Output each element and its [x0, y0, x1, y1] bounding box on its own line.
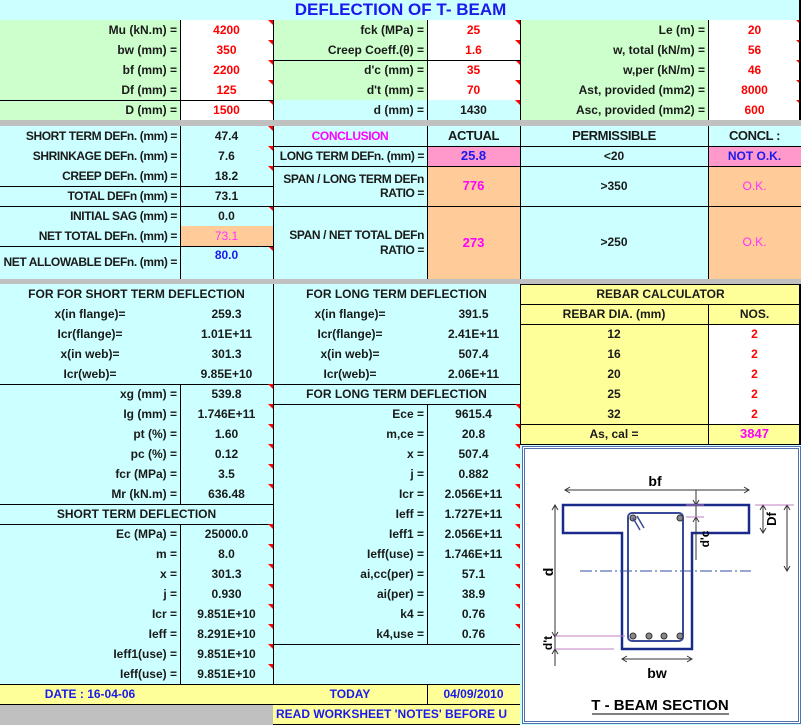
calc-label: x =	[159, 566, 177, 581]
cell-border	[0, 206, 273, 207]
cell-border	[180, 384, 181, 504]
rebar-nos-input[interactable]: 2	[708, 324, 801, 344]
section-title: SHORT TERM DEFLECTION	[56, 506, 217, 521]
input-label: fck (MPa) =	[273, 20, 427, 40]
calc-value: 0.882	[427, 464, 520, 484]
cell-border	[0, 704, 520, 705]
calc-label: Mr (kN.m) =	[111, 486, 177, 501]
t-beam-outline	[563, 505, 749, 649]
t-beam-drawing	[526, 450, 797, 720]
conclusion-label: SPAN / LONG TERM DEFn RATIO =	[283, 171, 424, 200]
calc-value: 0.12	[180, 444, 273, 464]
calc-label: Ieff =	[148, 626, 177, 641]
calc-value: 2.06E+11	[447, 366, 500, 381]
result-value: 18.2	[180, 166, 273, 186]
calc-label: Ieff(use) =	[366, 546, 424, 561]
calc-label: x(in web)=	[320, 346, 380, 361]
rebar-dia: 25	[520, 384, 708, 404]
concl-header: CONCL :	[728, 128, 781, 144]
input-label: w, total (kN/m) =	[520, 40, 708, 60]
stirrup	[628, 513, 683, 641]
cell-border	[273, 206, 801, 207]
cell-border	[520, 324, 801, 325]
calc-value: 1.746E+11	[180, 404, 273, 424]
rebar-bars	[630, 515, 683, 639]
input-value[interactable]: 46	[708, 60, 801, 80]
calc-value: 9.851E+10	[180, 664, 273, 684]
input-label: bw (mm) =	[0, 40, 180, 60]
calc-label: Icr(flange)=	[317, 326, 383, 341]
calc-value: 0.930	[180, 584, 273, 604]
conclusion-label: SPAN / NET TOTAL DEFn RATIO =	[289, 228, 424, 257]
result-label: TOTAL DEFn (mm) =	[67, 188, 177, 203]
cell-border	[708, 20, 709, 120]
calc-value: 9.851E+10	[180, 604, 273, 624]
blank-gray	[0, 704, 273, 725]
calc-label: x(in web)=	[60, 346, 120, 361]
calc-label: m,ce =	[386, 426, 424, 441]
input-value[interactable]: 4200	[180, 20, 273, 40]
cell-border	[0, 684, 520, 685]
cell-border	[273, 146, 801, 147]
rebar-title: REBAR CALCULATOR	[520, 284, 801, 304]
calc-label: m =	[155, 546, 177, 561]
cell-border	[520, 20, 521, 120]
cell-border	[0, 186, 273, 187]
input-label: Asc, provided (mm2) =	[520, 100, 708, 120]
input-label: D (mm) =	[0, 100, 180, 120]
cell-border	[180, 20, 181, 120]
calc-label: Icr(web)=	[63, 366, 117, 381]
calc-value: 539.8	[180, 384, 273, 404]
input-value[interactable]: 1.6	[427, 40, 520, 60]
permissible-value: <20	[603, 148, 625, 163]
cell-border	[273, 166, 801, 167]
input-label: Creep Coeff.(θ) =	[273, 40, 427, 60]
calc-value: 9615.4	[427, 404, 520, 424]
calc-label: j =	[163, 586, 177, 601]
calc-value: 25000.0	[180, 524, 273, 544]
label-bf: bf	[648, 473, 662, 489]
permissible-value: >250	[600, 235, 628, 250]
rebar-dia: 12	[520, 324, 708, 344]
calc-value: 57.1	[427, 564, 520, 584]
calc-value: 0.76	[427, 624, 520, 644]
rebar-dia-header: REBAR DIA. (mm)	[520, 304, 708, 324]
cell-border	[273, 20, 274, 120]
cell-border	[0, 100, 273, 101]
calc-label: x =	[406, 446, 424, 461]
cell-border	[427, 20, 428, 120]
calc-label: Ece =	[392, 406, 424, 421]
calc-label: Ec (MPa) =	[115, 526, 177, 541]
calc-value: 391.5	[458, 306, 489, 321]
cell-border	[427, 404, 428, 644]
permissible-header: PERMISSIBLE	[572, 128, 656, 144]
calc-value: 3.5	[180, 464, 273, 484]
input-value[interactable]: 56	[708, 40, 801, 60]
input-value[interactable]: 2200	[180, 60, 273, 80]
blank-cell	[180, 684, 273, 704]
label-d: d	[540, 567, 556, 577]
calc-value: 636.48	[180, 484, 273, 504]
cell-border	[520, 444, 801, 445]
actual-header: ACTUAL	[447, 128, 500, 144]
concl-status: O.K.	[708, 166, 801, 206]
permissible-value: >350	[600, 178, 628, 193]
input-label: d't (mm) =	[273, 80, 427, 100]
cell-border	[520, 126, 521, 279]
result-value: 80.0	[180, 246, 273, 279]
rebar-dia: 16	[520, 344, 708, 364]
input-value[interactable]: 70	[427, 80, 520, 100]
date-label: DATE : 16-04-06	[0, 684, 180, 704]
input-label: d'c (mm) =	[273, 60, 427, 80]
conclusion-title: CONCLUSION	[311, 128, 389, 143]
calc-label: Ieff1(use) =	[113, 646, 177, 661]
result-label: SHRINKAGE DEFn. (mm) =	[32, 148, 177, 163]
cell-border	[708, 304, 709, 444]
calc-label: pt (%) =	[133, 426, 177, 441]
input-label: Mu (kN.m) =	[0, 20, 180, 40]
actual-value: 776	[427, 166, 520, 206]
calc-label: Ig (mm) =	[123, 406, 177, 421]
calc-label: x(in flange)=	[54, 306, 126, 321]
as-cal-value: 3847	[708, 424, 801, 444]
calc-label: k4 =	[400, 606, 424, 621]
cell-border	[273, 60, 520, 61]
result-value: 73.1	[180, 226, 273, 246]
cell-border	[273, 126, 274, 279]
calc-label: fcr (MPa) =	[115, 466, 177, 481]
diagram-title: T - BEAM SECTION	[591, 697, 729, 714]
actual-value: 25.8	[427, 146, 520, 166]
calc-label: xg (mm) =	[119, 386, 177, 401]
calc-label: Ieff1 =	[388, 526, 424, 541]
calc-value: 9.851E+10	[180, 644, 273, 664]
input-value[interactable]: 20	[708, 20, 801, 40]
cell-border	[273, 644, 520, 645]
calc-value: 2.056E+11	[427, 524, 520, 544]
input-value[interactable]: 1500	[180, 100, 273, 120]
calc-value: 9.85E+10	[200, 366, 253, 381]
result-label: NET ALLOWABLE DEFn. (mm) =	[3, 255, 177, 270]
input-label: bf (mm) =	[0, 60, 180, 80]
rebar-nos-input[interactable]: 2	[708, 384, 801, 404]
cell-border	[520, 284, 521, 444]
calc-label: ai,cc(per) =	[360, 566, 424, 581]
result-label: SHORT TERM DEFn. (mm) =	[25, 128, 177, 143]
rebar-nos-header: NOS.	[708, 304, 801, 324]
cell-border	[520, 304, 801, 305]
calc-value: 1.60	[180, 424, 273, 444]
calc-value: 2.056E+11	[427, 484, 520, 504]
input-label: Le (m) =	[520, 20, 708, 40]
notes-reminder: READ WORKSHEET 'NOTES' BEFORE U	[273, 704, 520, 724]
input-label: Df (mm) =	[0, 80, 180, 100]
calc-value: 38.9	[427, 584, 520, 604]
calc-value: 259.3	[211, 306, 242, 321]
calc-label: Icr =	[151, 606, 177, 621]
calc-value: 507.4	[458, 346, 489, 361]
today-value: 04/09/2010	[427, 684, 520, 704]
label-bw: bw	[647, 665, 667, 681]
result-label: INITIAL SAG (mm) =	[70, 208, 177, 223]
calc-label: Ieff(use) =	[119, 666, 177, 681]
concl-status: O.K.	[708, 206, 801, 279]
input-value[interactable]: 600	[708, 100, 801, 120]
cell-border	[0, 246, 273, 247]
actual-value: 273	[427, 206, 520, 279]
calc-label: pc (%) =	[130, 446, 177, 461]
calc-value: 1.01E+11	[200, 326, 253, 341]
section-title: FOR FOR SHORT TERM DEFLECTION	[28, 286, 245, 301]
concl-status: NOT O.K.	[708, 146, 801, 166]
input-value[interactable]: 8000	[708, 80, 801, 100]
calc-label: k4,use =	[376, 626, 424, 641]
result-value: 73.1	[180, 186, 273, 206]
rebar-nos-input[interactable]: 2	[708, 364, 801, 384]
calc-value: 20.8	[427, 424, 520, 444]
result-value: 0.0	[180, 206, 273, 226]
rebar-nos-input[interactable]: 2	[708, 404, 801, 424]
input-label: d (mm) =	[273, 100, 427, 120]
as-cal-label: As, cal =	[520, 424, 708, 444]
label-dc: d'c	[698, 530, 712, 548]
label-df: Df	[764, 512, 779, 526]
calc-value: 8.291E+10	[180, 624, 273, 644]
calc-value: 2.41E+11	[447, 326, 500, 341]
input-value[interactable]: 25	[427, 20, 520, 40]
input-label: Ast, provided (mm2) =	[520, 80, 708, 100]
rebar-nos-input[interactable]: 2	[708, 344, 801, 364]
result-label: CREEP DEFn. (mm) =	[62, 168, 177, 183]
cell-border	[427, 684, 428, 704]
calc-value: 8.0	[180, 544, 273, 564]
calc-value: 301.3	[180, 564, 273, 584]
today-label: TODAY	[273, 684, 427, 704]
computed-value: 1430	[427, 100, 520, 120]
calc-value: 1.727E+11	[427, 504, 520, 524]
section-title: FOR LONG TERM DEFLECTION	[306, 286, 487, 301]
result-label: NET TOTAL DEFn. (mm) =	[38, 228, 177, 243]
t-beam-section-diagram	[522, 446, 801, 724]
calc-label: Icr(web)=	[323, 366, 377, 381]
cell-border	[708, 126, 709, 279]
rebar-dia: 20	[520, 364, 708, 384]
input-value[interactable]: 35	[427, 60, 520, 80]
cell-border	[520, 284, 801, 285]
rebar-dia: 32	[520, 404, 708, 424]
result-value: 7.6	[180, 146, 273, 166]
conclusion-label: LONG TERM DEFn. (mm) =	[279, 148, 424, 163]
cell-border	[427, 126, 428, 279]
cell-border	[0, 504, 273, 505]
calc-value: 0.76	[427, 604, 520, 624]
cell-border	[180, 126, 181, 279]
cover-marks	[555, 505, 794, 649]
result-value: 47.4	[180, 126, 273, 146]
input-value[interactable]: 125	[180, 80, 273, 100]
calc-value: 301.3	[211, 346, 242, 361]
input-value[interactable]: 350	[180, 40, 273, 60]
page-title: DEFLECTION OF T- BEAM	[0, 0, 801, 20]
calc-label: x(in flange)=	[314, 306, 386, 321]
cell-border	[520, 424, 801, 425]
calc-label: Ieff =	[395, 506, 424, 521]
cell-border	[180, 524, 181, 704]
calc-label: j =	[410, 466, 424, 481]
calc-label: Icr(flange)=	[57, 326, 123, 341]
calc-value: 507.4	[427, 444, 520, 464]
calc-value: 1.746E+11	[427, 544, 520, 564]
input-label: w,per (kN/m) =	[520, 60, 708, 80]
label-dt: d't	[541, 635, 555, 651]
section-title: FOR LONG TERM DEFLECTION	[306, 386, 487, 401]
calc-label: Icr =	[398, 486, 424, 501]
calc-label: ai(per) =	[376, 586, 424, 601]
